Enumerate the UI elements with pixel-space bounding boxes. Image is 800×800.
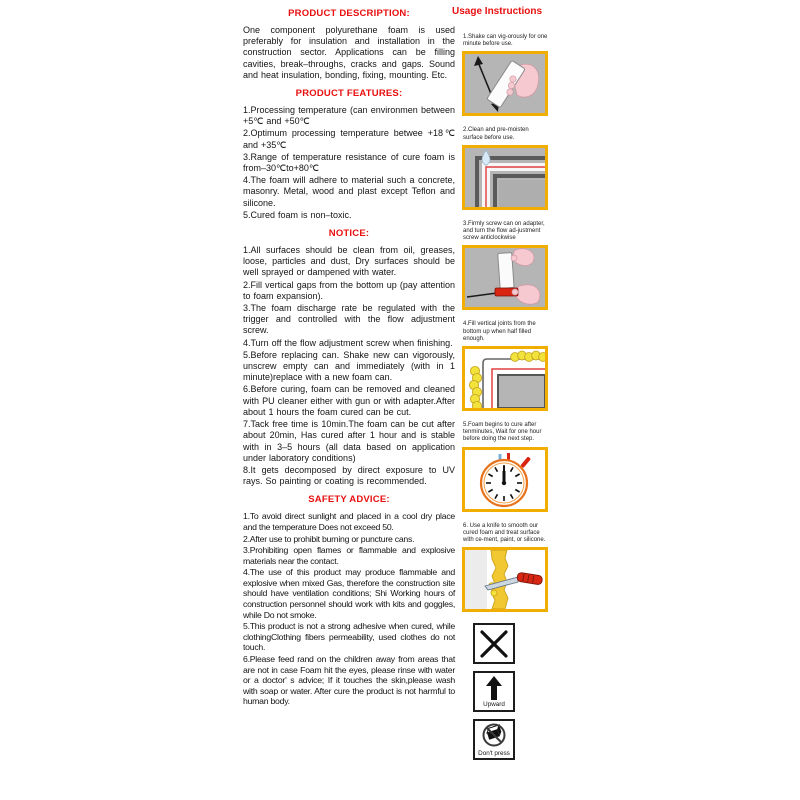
section-heading: PRODUCT FEATURES: xyxy=(295,88,403,100)
no-press-icon xyxy=(473,719,515,760)
moisten-corner-icon xyxy=(462,145,548,210)
safety-item: 6.Please feed rand on the children away from areas that are not in case Foam hit the eyes, please rinse with water or a doctor' s advice; If it touches the skin,please wash with soap or water. After cure the product is not harmful to human body. xyxy=(243,654,455,707)
notice-item: 4.Turn off the flow adjustment screw when finishing. xyxy=(243,337,453,348)
usage-instructions-panel xyxy=(452,6,562,767)
step-caption: 1.Shake can vig-orously for one minute before use. xyxy=(463,34,548,48)
warning-label: Don't press xyxy=(478,749,510,757)
usage-step-6 xyxy=(452,523,562,613)
usage-step-3 xyxy=(452,221,562,311)
section-notice xyxy=(243,228,455,487)
feature-item: 4.The foam will adhere to material such a concrete, masonry. Metal, wood and plast except Teflon and silicone. xyxy=(243,175,455,208)
section-heading: PRODUCT DESCRIPTION: xyxy=(288,8,410,19)
fill-joints-foam-icon xyxy=(462,346,548,411)
section-heading: SAFETY ADVICE: xyxy=(308,494,390,506)
section-product-description xyxy=(243,8,455,81)
notice-item: 5.Before replacing can. Shake new can vigorously, unscrew empty can and immediately (with in 1 minute)replace with a new foam can. xyxy=(243,349,455,383)
x-mark-icon xyxy=(473,623,515,664)
feature-item: 2.Optimum processing temperature betwee +18℃ and +35℃ xyxy=(243,128,455,150)
feature-item: 3.Range of temperature resistance of cure foam is from–30℃to+80℃ xyxy=(243,151,455,174)
step-caption: 4.Fill vertical joints from the bottom up when half filled enough. xyxy=(463,321,536,342)
usage-step-4 xyxy=(452,321,562,411)
step-caption: 2.Clean and pre-moisten surface before use. xyxy=(463,127,529,141)
usage-step-1 xyxy=(452,34,562,116)
step-caption: 3.Firmly screw can on adapter, and turn the flow ad-justment screw anticlockwise xyxy=(463,220,545,242)
safety-item: 1.To avoid direct sunlight and placed in a cool dry place and the temperature Does not exceed 50. xyxy=(243,511,455,532)
usage-step-2 xyxy=(452,127,562,209)
section-heading: NOTICE: xyxy=(328,228,370,240)
usage-step-5 xyxy=(452,422,562,512)
safety-item: 3.Prohibiting open flames or flammable and explosive materials near the contact. xyxy=(243,545,455,566)
notice-item: 7.Tack free time is 10min.The foam can be cut after about 20min, Has cured after 1 hour and is stable with in 3–5 hours (all data based on application under laboratory conditions) xyxy=(243,419,455,463)
shake-can-icon xyxy=(462,51,548,116)
safety-item: 4.The use of this product may produce flammable and explosive when mixed Gas, therefore the construction site should have ventilation conditions; Shi Working hours of construction personnel should work with kits and goggles, while Do not smoke. xyxy=(243,567,455,620)
section-product-features xyxy=(243,88,455,221)
warning-pictograms xyxy=(452,623,562,760)
notice-item: 1.All surfaces should be clean from oil, greases, loose, particles and dust, Dry surfaces should be well sprayed or dampened with water. xyxy=(243,245,455,278)
notice-item: 6.Before curing, foam can be removed and cleaned with PU cleaner either with gun or with adapter.After about 1 hours the foam cured can be cut. xyxy=(243,384,455,417)
product-doc-column xyxy=(243,4,455,708)
section-safety-advice xyxy=(243,494,455,707)
feature-item: 5.Cured foam is non–toxic. xyxy=(243,209,352,220)
notice-item: 8.It gets decomposed by direct exposure to UV rays. So painting or coating is recommended. xyxy=(243,464,455,487)
knife-smooth-icon xyxy=(462,547,548,612)
timer-clock-icon xyxy=(462,447,548,512)
description-paragraph: One component polyurethane foam is used preferably for insulation and installation in the construction sector. Applications can be filling cavities, break–throughs, cracks and gaps. Sound and heat insulation, bonding, fixing, mounting. Etc. xyxy=(243,25,455,80)
feature-item: 1.Processing temperature (can environmen between +5℃ and +50℃ xyxy=(243,105,455,127)
step-caption: 6. Use a knife to smooth our cured foam and treat surface with ce-ment, paint, or silicone. xyxy=(463,522,546,544)
safety-item: 5.This product is not a strong adhesive when cured, while clothingClothing fibers permeability, used clothes do not touch. xyxy=(243,621,455,653)
notice-item: 2.Fill vertical gaps from the bottom up (pay attention to foam expansion). xyxy=(243,279,455,301)
notice-item: 3.The foam discharge rate be regulated with the trigger and controlled with the flow adjustment screw. xyxy=(243,303,455,336)
screw-can-on-adapter-icon xyxy=(462,245,548,310)
upward-arrow-icon xyxy=(473,671,515,712)
usage-title: Usage Instructions xyxy=(452,6,543,17)
safety-item: 2.After use to prohibit burning or puncture cans. xyxy=(243,533,415,544)
step-caption: 5.Foam begins to cure after tenminutes, Wait for one hour before doing the next step. xyxy=(463,422,542,443)
warning-label: Upward xyxy=(483,700,505,708)
